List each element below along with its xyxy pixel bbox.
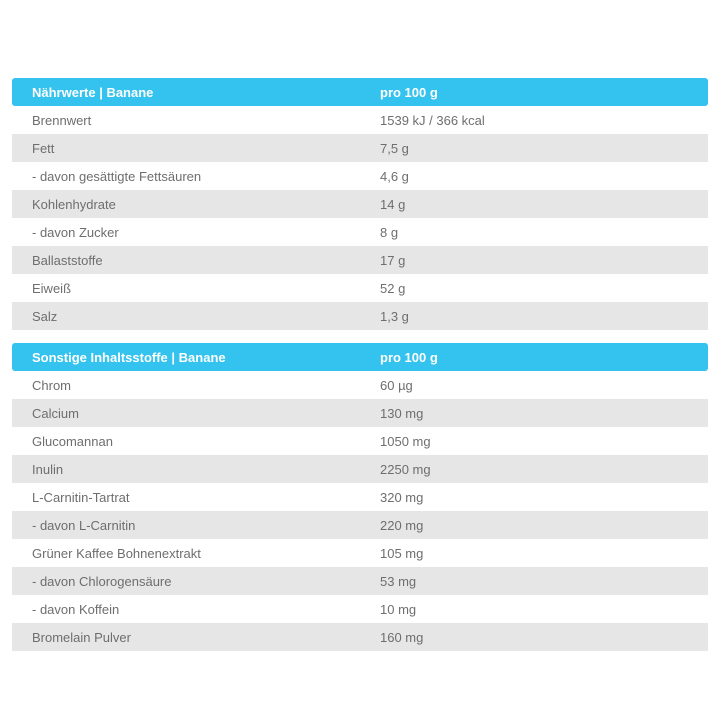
nutrient-name: Ballaststoffe: [32, 252, 103, 268]
ingredient-value: 10 mg: [380, 601, 417, 617]
table-title: Nährwerte | Banane: [32, 84, 154, 100]
table-row: [12, 399, 708, 427]
ingredient-name: Chrom: [32, 377, 72, 393]
nutrition-values-table-body: [12, 106, 708, 330]
table-row: [12, 427, 708, 455]
nutrient-value: 4,6 g: [380, 168, 409, 184]
nutrient-value: 17 g: [380, 252, 406, 268]
ingredient-value: 160 mg: [380, 629, 424, 645]
ingredient-name: - davon L-Carnitin: [32, 517, 136, 533]
nutrient-name: Eiweiß: [32, 280, 72, 296]
table-row: [12, 106, 708, 134]
nutrition-values-table: [12, 78, 708, 330]
table-row: [12, 623, 708, 651]
nutrient-name: Fett: [32, 140, 55, 156]
table-row: [12, 162, 708, 190]
table-row: [12, 595, 708, 623]
ingredient-value: 1050 mg: [380, 433, 431, 449]
nutrient-name: Brennwert: [32, 112, 92, 128]
nutrient-value: 1539 kJ / 366 kcal: [380, 112, 485, 128]
table-row: [12, 246, 708, 274]
nutrition-values-table-header: [12, 78, 708, 106]
nutrient-name: - davon Zucker: [32, 224, 119, 240]
table-row: [12, 134, 708, 162]
nutrient-name: Salz: [32, 308, 58, 324]
table-title: Sonstige Inhaltsstoffe | Banane: [32, 349, 226, 365]
table-row: [12, 302, 708, 330]
table-row: [12, 511, 708, 539]
other-ingredients-table: [12, 343, 708, 651]
table-row: [12, 455, 708, 483]
ingredient-name: Bromelain Pulver: [32, 629, 131, 645]
ingredient-value: 53 mg: [380, 573, 417, 589]
table-unit-header: pro 100 g: [380, 84, 438, 100]
ingredient-value: 2250 mg: [380, 461, 431, 477]
ingredient-name: Glucomannan: [32, 433, 113, 449]
nutrient-value: 8 g: [380, 224, 399, 240]
ingredient-value: 105 mg: [380, 545, 424, 561]
table-unit-header: pro 100 g: [380, 349, 438, 365]
nutrient-name: Kohlenhydrate: [32, 196, 116, 212]
ingredient-value: 60 µg: [380, 377, 413, 393]
ingredient-value: 130 mg: [380, 405, 424, 421]
table-row: [12, 274, 708, 302]
nutrient-value: 1,3 g: [380, 308, 409, 324]
table-row: [12, 218, 708, 246]
ingredient-name: Inulin: [32, 461, 64, 477]
table-row: [12, 539, 708, 567]
nutrient-name: - davon gesättigte Fettsäuren: [32, 168, 202, 184]
table-row: [12, 190, 708, 218]
nutrient-value: 14 g: [380, 196, 406, 212]
table-row: [12, 371, 708, 399]
ingredient-name: L-Carnitin-Tartrat: [32, 489, 130, 505]
table-row: [12, 483, 708, 511]
ingredient-name: - davon Koffein: [32, 601, 120, 617]
other-ingredients-table-header: [12, 343, 708, 371]
nutrient-value: 7,5 g: [380, 140, 409, 156]
other-ingredients-table-body: [12, 371, 708, 651]
table-row: [12, 567, 708, 595]
ingredient-name: Calcium: [32, 405, 79, 421]
ingredient-name: Grüner Kaffee Bohnenextrakt: [32, 545, 201, 561]
ingredient-value: 220 mg: [380, 517, 424, 533]
nutrient-value: 52 g: [380, 280, 406, 296]
ingredient-value: 320 mg: [380, 489, 424, 505]
ingredient-name: - davon Chlorogensäure: [32, 573, 172, 589]
